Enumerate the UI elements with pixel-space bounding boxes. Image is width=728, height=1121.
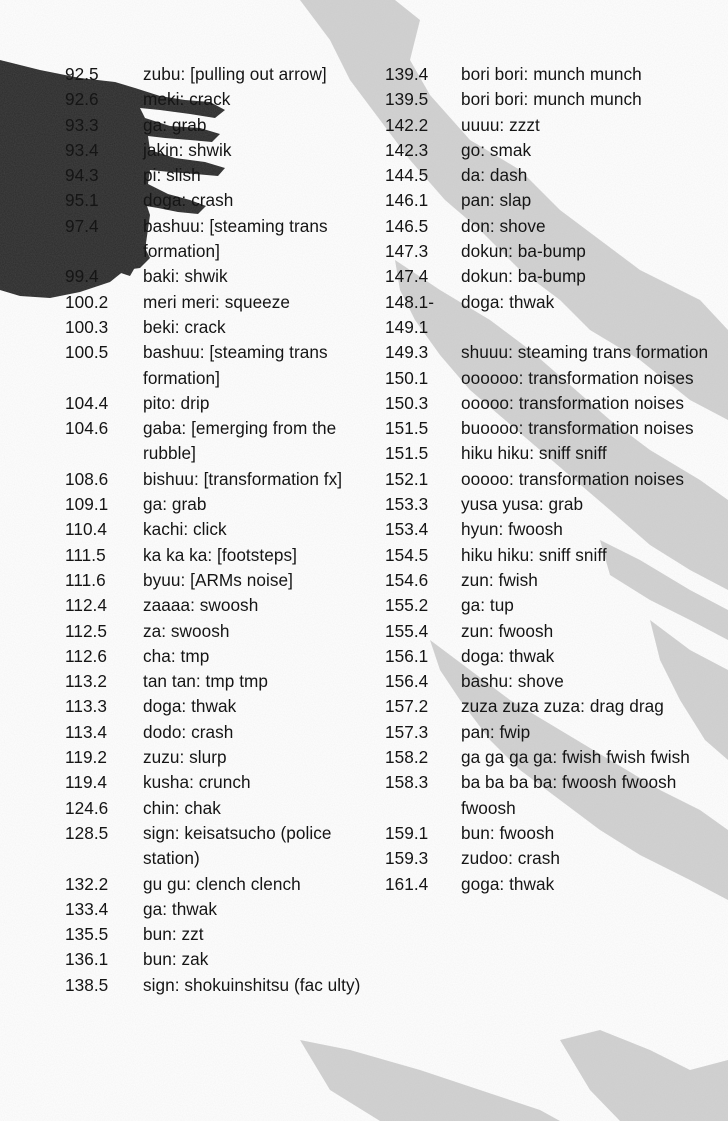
sfx-entry — [385, 214, 723, 239]
sfx-translation: jakin: shwik — [143, 139, 232, 160]
page-panel-number: 113.2 — [65, 671, 107, 692]
sfx-translation: pan: slap — [461, 190, 532, 211]
sfx-entry — [65, 391, 368, 416]
sfx-entry — [385, 593, 723, 618]
sfx-translation: doga: thwak — [461, 291, 555, 312]
sfx-translation: zun: fwoosh — [461, 620, 554, 641]
page-panel-number: 146.5 — [385, 215, 429, 236]
sfx-translation: bun: fwoosh — [461, 822, 555, 843]
sfx-entry — [385, 340, 723, 365]
sfx-translation: bori bori: munch munch — [461, 89, 642, 110]
page-panel-number: 104.4 — [65, 392, 109, 413]
sfx-entry — [65, 113, 368, 138]
sfx-translation: hiku hiku: sniff sniff — [461, 544, 607, 565]
sfx-translation: sign: shokuinshitsu (fac ulty) — [143, 974, 361, 995]
sfx-entry — [65, 543, 368, 568]
sfx-translation: zubu: [pulling out arrow] — [143, 64, 327, 84]
sfx-translation: byuu: [ARMs noise] — [143, 569, 293, 590]
page-panel-number: 139.5 — [385, 89, 429, 110]
sfx-entry — [385, 821, 723, 846]
sfx-entry — [65, 694, 368, 719]
sfx-entry — [65, 973, 368, 998]
sfx-entry — [385, 188, 723, 213]
page-panel-number: 111.5 — [65, 544, 106, 565]
sfx-entry — [385, 619, 723, 644]
page-panel-number: 153.3 — [385, 494, 429, 515]
sfx-translation: da: dash — [461, 165, 528, 186]
page-panel-number: 94.3 — [65, 165, 99, 186]
sfx-entry — [65, 922, 368, 947]
sfx-translation: za: swoosh — [143, 620, 230, 641]
page-panel-number: 132.2 — [65, 873, 109, 894]
page-panel-number: 100.3 — [65, 316, 109, 337]
sfx-translation: zaaaa: swoosh — [143, 595, 259, 616]
sfx-entry — [385, 290, 723, 341]
page-panel-number: 93.3 — [65, 114, 99, 135]
sfx-entry — [385, 745, 723, 770]
sfx-entry — [385, 872, 723, 897]
sfx-entry — [385, 517, 723, 542]
sfx-translation: sign: keisatsucho (police station) — [143, 822, 332, 869]
sfx-translation: tan tan: tmp tmp — [143, 671, 268, 692]
page-panel-number: 112.6 — [65, 645, 107, 666]
page-panel-number: 119.4 — [65, 772, 107, 793]
sfx-translation: shuuu: steaming trans formation — [461, 342, 709, 363]
page-panel-number: 124.6 — [65, 797, 109, 818]
sfx-translation: zuza zuza zuza: drag drag — [461, 696, 664, 717]
sfx-entry — [385, 416, 723, 441]
page-panel-number: 108.6 — [65, 468, 109, 489]
sfx-translation: chin: chak — [143, 797, 221, 818]
sfx-translation: ka ka ka: [footsteps] — [143, 544, 297, 565]
sfx-translation: ga: thwak — [143, 898, 218, 919]
sfx-translation: ga: tup — [461, 595, 514, 616]
page-panel-number: 150.3 — [385, 392, 429, 413]
sfx-entry — [65, 138, 368, 163]
page-panel-number: 136.1 — [65, 949, 109, 970]
sfx-entry — [65, 745, 368, 770]
sfx-entry — [65, 264, 368, 289]
sfx-entry — [65, 467, 368, 492]
sfx-entry — [65, 644, 368, 669]
sfx-translation: buoooo: transformation noises — [461, 418, 694, 439]
page-panel-number: 104.6 — [65, 418, 109, 439]
sfx-translation: zun: fwish — [461, 569, 538, 590]
sfx-entry — [65, 593, 368, 618]
sfx-entry — [65, 492, 368, 517]
sfx-entry — [385, 543, 723, 568]
sfx-entry — [65, 770, 368, 795]
page-panel-number: 147.3 — [385, 241, 429, 262]
sfx-entry — [385, 441, 723, 466]
page-panel-number: 92.5 — [65, 64, 99, 84]
page-panel-number: 146.1 — [385, 190, 429, 211]
sfx-entry — [65, 163, 368, 188]
sfx-translation: go: smak — [461, 139, 532, 160]
sfx-translation: oooooo: transformation noises — [461, 367, 694, 388]
sfx-translation: gaba: [emerging from the rubble] — [143, 418, 337, 464]
sfx-entry — [65, 315, 368, 340]
sfx-entry — [385, 720, 723, 745]
sfx-entry — [65, 796, 368, 821]
sfx-translation: bun: zzt — [143, 924, 204, 945]
sfx-entry — [385, 87, 723, 112]
page-panel-number: 111.6 — [65, 569, 106, 590]
page-panel-number: 95.1 — [65, 190, 99, 211]
sfx-translation: doga: thwak — [461, 645, 555, 666]
sfx-translation: zuzu: slurp — [143, 747, 227, 768]
sfx-translation: meri meri: squeeze — [143, 291, 291, 312]
sfx-translation: beki: crack — [143, 316, 226, 337]
sfx-entry — [65, 340, 368, 391]
sfx-entry — [65, 720, 368, 745]
page-panel-number: 92.6 — [65, 89, 99, 110]
page-panel-number: 110.4 — [65, 519, 107, 540]
sfx-entry — [65, 872, 368, 897]
page-panel-number: 150.1 — [385, 367, 429, 388]
sfx-translation: pi: slish — [143, 165, 201, 186]
page-panel-number: 158.2 — [385, 747, 429, 768]
page-panel-number: 152.1 — [385, 468, 429, 489]
sfx-translation: dokun: ba-bump — [461, 266, 586, 287]
sfx-translation: bashuu: [steaming trans formation] — [143, 342, 328, 388]
page-panel-number: 142.3 — [385, 139, 429, 160]
sfx-entry — [385, 366, 723, 391]
sfx-translation: ooooo: transformation noises — [461, 392, 685, 413]
page-panel-number: 99.4 — [65, 266, 99, 287]
sfx-translation: zudoo: crash — [461, 848, 561, 869]
page-panel-number: 139.4 — [385, 64, 429, 84]
sfx-translation: ga: grab — [143, 494, 207, 515]
page-panel-number: 158.3 — [385, 772, 429, 793]
page-panel-number: 154.6 — [385, 569, 429, 590]
sfx-translation: hyun: fwoosh — [461, 519, 563, 540]
sfx-translation: uuuu: zzzt — [461, 114, 540, 135]
sfx-entry — [65, 821, 368, 872]
sfx-entry — [65, 568, 368, 593]
page-panel-number: 128.5 — [65, 822, 109, 843]
sfx-entry — [385, 644, 723, 669]
page-panel-number: 157.2 — [385, 696, 429, 717]
sfx-translation: gu gu: clench clench — [143, 873, 301, 894]
sfx-translation: kusha: crunch — [143, 772, 251, 793]
sfx-translation: bishuu: [transformation fx] — [143, 468, 343, 489]
page-panel-number: 109.1 — [65, 494, 109, 515]
sfx-translation: kachi: click — [143, 519, 227, 540]
page-panel-number: 156.4 — [385, 671, 429, 692]
page-panel-number: 112.5 — [65, 620, 107, 641]
sfx-entry — [65, 290, 368, 315]
sfx-entry — [65, 188, 368, 213]
page-panel-number: 113.3 — [65, 696, 107, 717]
sfx-translation: ga ga ga ga: fwish fwish fwish — [461, 747, 690, 768]
page-panel-number: 157.3 — [385, 721, 429, 742]
sfx-translation: cha: tmp — [143, 645, 210, 666]
sfx-translation: baki: shwik — [143, 266, 228, 287]
sfx-translation: ba ba ba ba: fwoosh fwoosh fwoosh — [461, 772, 677, 818]
sfx-translation: bashu: shove — [461, 671, 564, 692]
page-panel-number: 113.4 — [65, 721, 107, 742]
page-panel-number: 138.5 — [65, 974, 109, 995]
page-panel-number: 161.4 — [385, 873, 429, 894]
sfx-entry — [385, 492, 723, 517]
page-panel-number: 151.5 — [385, 443, 429, 464]
sfx-translation: don: shove — [461, 215, 546, 236]
page-panel-number: 142.2 — [385, 114, 429, 135]
page-panel-number: 149.3 — [385, 342, 429, 363]
sfx-translation: bori bori: munch munch — [461, 64, 642, 84]
sfx-translation: pito: drip — [143, 392, 210, 413]
page-panel-number: 155.2 — [385, 595, 429, 616]
sfx-entry — [65, 947, 368, 972]
page-panel-number: 153.4 — [385, 519, 429, 540]
sfx-entry — [385, 669, 723, 694]
sfx-entry — [65, 669, 368, 694]
sfx-translation: dokun: ba-bump — [461, 241, 586, 262]
sfx-entry — [385, 113, 723, 138]
sfx-entry — [385, 391, 723, 416]
sfx-translation: doga: thwak — [143, 696, 237, 717]
page-panel-number: 159.3 — [385, 848, 429, 869]
page-panel-number: 93.4 — [65, 139, 99, 160]
sfx-translation: yusa yusa: grab — [461, 494, 584, 515]
page-panel-number: 159.1 — [385, 822, 429, 843]
sfx-translation: dodo: crash — [143, 721, 234, 742]
page-panel-number: 144.5 — [385, 165, 429, 186]
page-panel-number: 119.2 — [65, 747, 107, 768]
sfx-entry — [385, 163, 723, 188]
page-panel-number: 155.4 — [385, 620, 429, 641]
sfx-entry — [385, 846, 723, 871]
sfx-entry — [385, 239, 723, 264]
sfx-entry — [65, 897, 368, 922]
sfx-entry — [65, 619, 368, 644]
page-panel-number: 100.2 — [65, 291, 109, 312]
sfx-entry — [385, 694, 723, 719]
sfx-entry — [385, 568, 723, 593]
sfx-translation: bun: zak — [143, 949, 209, 970]
page-panel-number: 151.5 — [385, 418, 429, 439]
sfx-translation: meki: crack — [143, 89, 231, 110]
sfx-translation: pan: fwip — [461, 721, 531, 742]
page-panel-number: 148.1-149.1 — [385, 291, 435, 337]
sfx-column-left — [65, 62, 368, 998]
page-panel-number: 100.5 — [65, 342, 109, 363]
page-panel-number: 156.1 — [385, 645, 429, 666]
sfx-entry — [385, 62, 723, 87]
sfx-entry — [65, 517, 368, 542]
sfx-translation: hiku hiku: sniff sniff — [461, 443, 607, 464]
sfx-translation: doga: crash — [143, 190, 234, 211]
sfx-translation: goga: thwak — [461, 873, 555, 894]
sfx-entry — [65, 416, 368, 467]
sfx-entry — [65, 214, 368, 265]
page-panel-number: 147.4 — [385, 266, 429, 287]
sfx-translation: bashuu: [steaming trans formation] — [143, 215, 328, 262]
sfx-translation: ga: grab — [143, 114, 207, 135]
sfx-entry — [385, 770, 723, 821]
page-panel-number: 133.4 — [65, 898, 109, 919]
sfx-entry — [385, 467, 723, 492]
sfx-column-right — [385, 62, 723, 897]
page-panel-number: 97.4 — [65, 215, 99, 236]
sfx-translation: ooooo: transformation noises — [461, 468, 685, 489]
sfx-entry — [385, 138, 723, 163]
page-panel-number: 112.4 — [65, 595, 107, 616]
sfx-entry — [65, 87, 368, 112]
page-panel-number: 135.5 — [65, 924, 109, 945]
page-panel-number: 154.5 — [385, 544, 429, 565]
sfx-entry — [65, 62, 368, 87]
sfx-entry — [385, 264, 723, 289]
